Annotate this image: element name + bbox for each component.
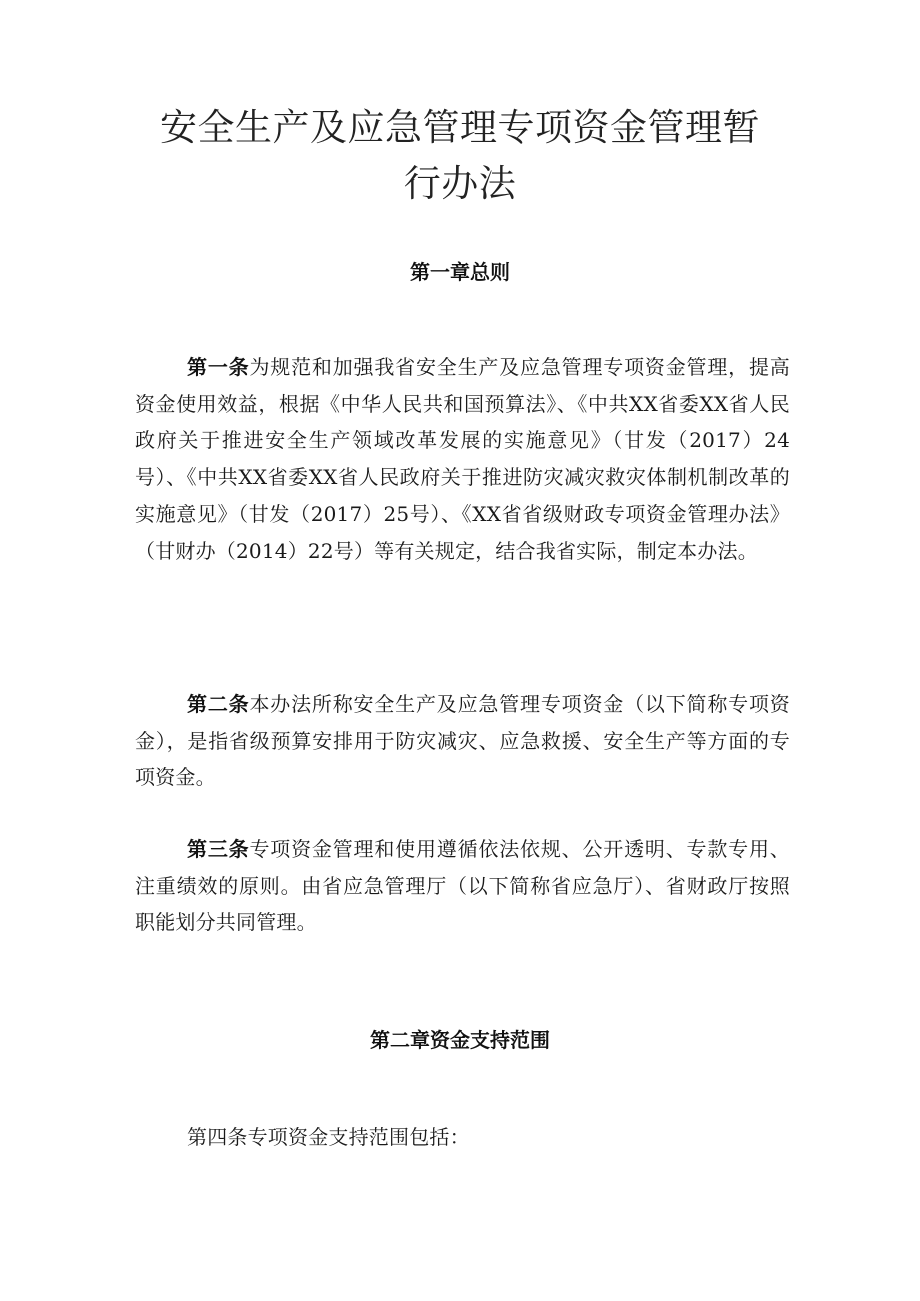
chapter-heading: 第一章总则: [410, 260, 510, 284]
article-label: 第二条: [187, 692, 250, 716]
article-text: 本办法所称安全生产及应急管理专项资金（以下简称专项资金），是指省级预算安排用于防灾减灾、应急救援、安全生产等方面的专项资金。: [135, 692, 790, 790]
article-2: [135, 686, 790, 796]
document-title: 安全生产及应急管理专项资金管理暂行办法: [160, 106, 760, 205]
article-label: 第一条: [187, 355, 250, 379]
article-1: [135, 349, 790, 569]
article-label: 第四条: [187, 1125, 248, 1149]
article-4: [135, 1119, 790, 1156]
article-text: 专项资金支持范围包括：: [247, 1125, 470, 1149]
chapter-heading: 第二章资金支持范围: [370, 1028, 550, 1052]
article-3: [135, 831, 790, 941]
article-label: 第三条: [187, 837, 250, 861]
article-text: 专项资金管理和使用遵循依法依规、公开透明、专款专用、注重绩效的原则。由省应急管理厅（以下简称省应急厅）、省财政厅按照职能划分共同管理。: [135, 837, 790, 935]
article-text: 为规范和加强我省安全生产及应急管理专项资金管理，提高资金使用效益，根据《中华人民共和国预算法》、《中共XX省委XX省人民政府关于推进安全生产领域改革发展的实施意见》（甘发（2017）24号）、《中共XX省委XX省人民政府关于推进防灾减灾救灾体制机制改革的实施意见》（甘发（2017）25号）、《XX省省级财政专项资金管理办法》（甘财办（2014）22号）等有关规定，结合我省实际，制定本办法。: [135, 355, 790, 563]
